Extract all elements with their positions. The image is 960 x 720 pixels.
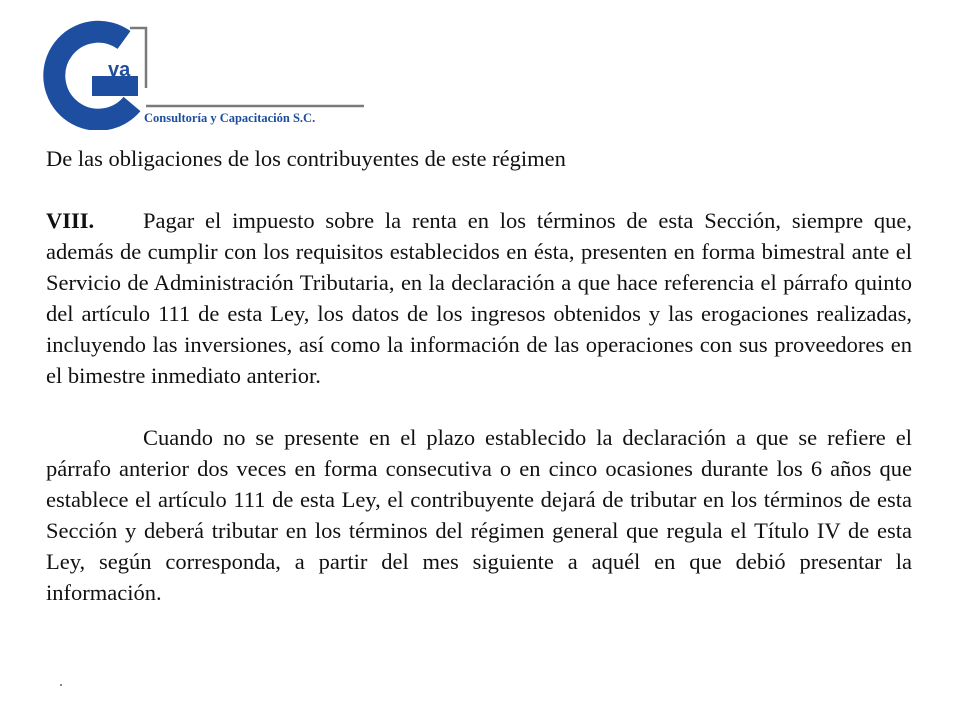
company-logo: [28, 18, 368, 130]
document-body: [46, 143, 912, 608]
item-text: Pagar el impuesto sobre la renta en los términos de esta Sección, siempre que, además de cumplir con los requisitos establecidos en ésta, presenten en forma bimestral ante el Servicio de Administración Tributaria, en la declaración a que hace referencia el párrafo quinto del artículo 111 de esta Ley, los datos de los ingresos obtenidos y las erogaciones realizadas, incluyendo las inversiones, así como la información de las operaciones con sus proveedores en el bimestre inmediato anterior.: [46, 208, 912, 388]
stray-dot: [60, 684, 62, 686]
second-paragraph-text: Cuando no se presente en el plazo establecido la declaración a que se refiere el párrafo anterior dos veces en forma consecutiva o en cinco ocasiones durante los 6 años que establece el artículo 111 de esta Ley, el contribuyente dejará de tributar en los términos de esta Sección y deberá tributar en los términos del régimen general que regula el Título IV de esta Ley, según corresponda, a partir del mes siguiente a aquél en que debió presentar la información.: [46, 425, 912, 605]
section-heading: De las obligaciones de los contribuyentes de este régimen: [46, 146, 566, 171]
item-paragraph: [46, 205, 912, 391]
second-paragraph: [46, 422, 912, 608]
logo-tagline: Consultoría y Capacitación S.C.: [144, 111, 316, 125]
gva-logo-mark: [28, 18, 368, 130]
logo-letters: va: [108, 59, 131, 81]
item-number: VIII.: [46, 208, 95, 233]
